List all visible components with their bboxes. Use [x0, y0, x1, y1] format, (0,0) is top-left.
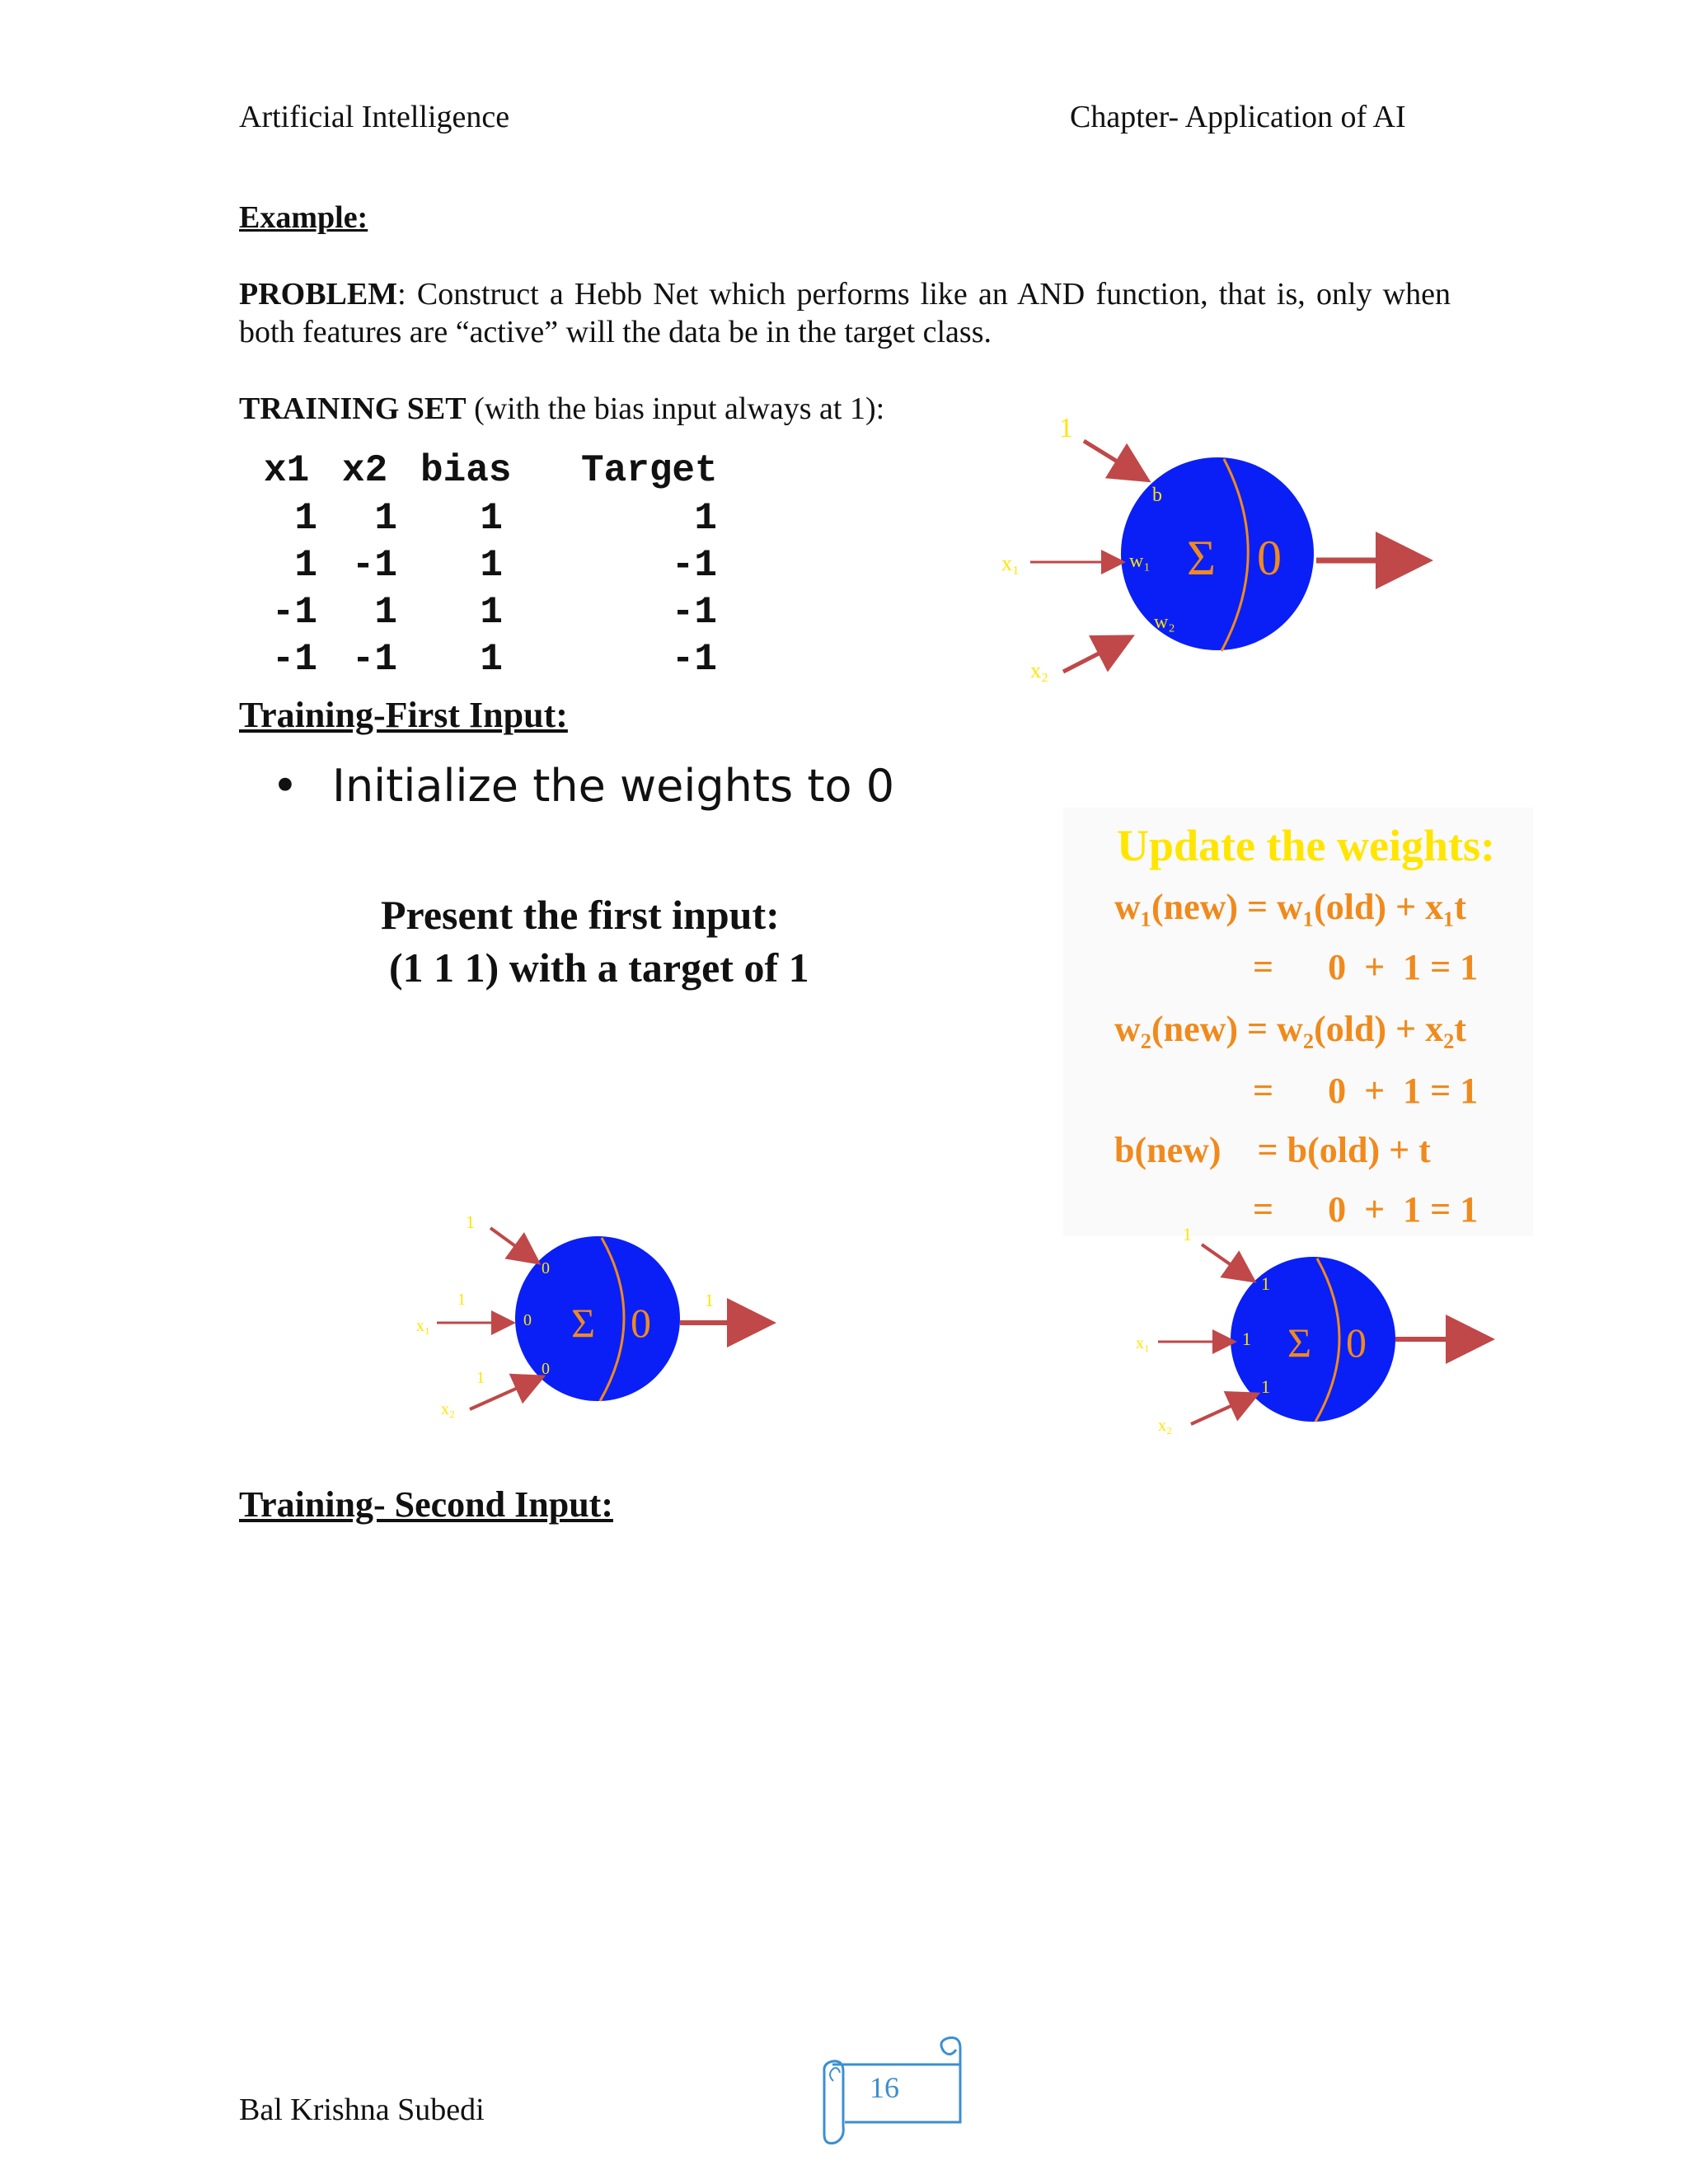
update-line-b-calc: = 0 + 1 = 1 — [1253, 1189, 1479, 1230]
bias-input-label: 1 — [1059, 413, 1073, 443]
table-cell: 1 — [480, 638, 503, 681]
example-heading: Example: — [239, 200, 368, 235]
table-cell: 1 — [374, 497, 397, 540]
x1-value: 1 — [457, 1291, 466, 1309]
neuron-body — [515, 1236, 680, 1401]
x2-arrow — [1191, 1395, 1254, 1424]
training-set-heading — [239, 391, 884, 427]
table-cell: 1 — [480, 497, 503, 540]
x2-value: 1 — [476, 1369, 485, 1387]
x2-label: x₂ — [441, 1400, 455, 1418]
table-cell: -1 — [351, 544, 397, 587]
problem-text: : Construct a Hebb Net which performs like an AND function, that is, only when both features are “active” will the data be in the target class. — [239, 277, 1451, 349]
sigma-symbol: Σ — [571, 1300, 596, 1346]
header-right: Chapter- Application of AI — [1070, 100, 1406, 134]
sigma-symbol: Σ — [1287, 1319, 1312, 1366]
page-number: 16 — [870, 2071, 899, 2104]
x2-arrow — [1063, 639, 1128, 672]
update-title: Update the weights: — [1117, 821, 1495, 870]
w1-label: w₁ — [1129, 551, 1151, 572]
training-second-heading: Training- Second Input: — [239, 1484, 613, 1525]
neuron-diagram-top — [989, 412, 1451, 709]
x2-label: x₂ — [1158, 1417, 1172, 1434]
output-value: 1 — [705, 1290, 714, 1310]
threshold-symbol: 0 — [1257, 531, 1282, 585]
table-cell: 1 — [294, 497, 317, 540]
update-line-b: b(new) = b(old) + t — [1114, 1130, 1431, 1170]
update-line-w2-calc: = 0 + 1 = 1 — [1253, 1071, 1479, 1111]
x1-label: x₁ — [1001, 551, 1020, 575]
x2-label: x₂ — [1030, 658, 1049, 682]
table-cell: -1 — [671, 544, 717, 587]
bias-arrow — [490, 1228, 536, 1261]
present-block — [381, 888, 809, 994]
neuron-body — [1231, 1257, 1395, 1422]
update-line-w1-calc: = 0 + 1 = 1 — [1253, 947, 1479, 987]
bias-input-label: 1 — [466, 1212, 475, 1232]
present-line2: (1 1 1) with a target of 1 — [389, 944, 809, 991]
w2-label: w₂ — [1154, 612, 1175, 633]
table-cell: -1 — [271, 591, 317, 634]
header-left: Artificial Intelligence — [239, 100, 510, 134]
b-label: b — [1152, 485, 1162, 506]
w2-weight: 1 — [1261, 1376, 1270, 1397]
x1-label: x₁ — [1136, 1334, 1150, 1352]
table-cell: -1 — [671, 638, 717, 681]
bullet-text: Initialize the weights to 0 — [332, 760, 895, 812]
col-bias-header: bias — [420, 449, 512, 492]
w1-weight: 1 — [1242, 1329, 1251, 1349]
problem-label: PROBLEM — [239, 277, 398, 312]
sigma-symbol: Σ — [1187, 531, 1216, 585]
bullet-initialize — [272, 760, 894, 812]
table-cell: 1 — [694, 497, 717, 540]
training-set-note: (with the bias input always at 1): — [466, 391, 885, 426]
w1-weight: 0 — [523, 1311, 532, 1329]
bias-input-label: 1 — [1183, 1224, 1192, 1244]
training-set-table — [264, 449, 758, 688]
update-line-w1: w₁(new) = w₁(old) + x₁t — [1114, 887, 1467, 927]
b-weight: 1 — [1261, 1273, 1270, 1294]
table-cell: -1 — [671, 591, 717, 634]
table-cell: 1 — [480, 544, 503, 587]
threshold-symbol: 0 — [1346, 1319, 1367, 1366]
table-cell: -1 — [271, 638, 317, 681]
table-cell: 1 — [374, 591, 397, 634]
col-target-header: Target — [581, 449, 718, 492]
table-cell: 1 — [480, 591, 503, 634]
bias-arrow — [1202, 1244, 1251, 1279]
bias-arrow — [1084, 441, 1144, 478]
neuron-diagram-initial — [412, 1203, 791, 1426]
footer-author: Bal Krishna Subedi — [239, 2093, 485, 2127]
neuron-diagram-updated — [1129, 1220, 1508, 1434]
training-first-heading: Training-First Input: — [239, 695, 568, 735]
problem-paragraph — [239, 275, 1451, 351]
update-line-w2: w₂(new) = w₂(old) + x₂t — [1114, 1009, 1467, 1049]
bullet-dot: • — [272, 760, 298, 812]
table-cell: 1 — [294, 544, 317, 587]
w2-weight: 0 — [542, 1360, 550, 1378]
col-x2-header: x2 — [342, 449, 388, 492]
training-set-label: TRAINING SET — [239, 391, 467, 426]
col-x1-header: x1 — [264, 449, 310, 492]
x1-label: x₁ — [416, 1317, 430, 1335]
b-weight: 0 — [542, 1259, 550, 1277]
present-line1: Present the first input: — [381, 892, 780, 938]
threshold-symbol: 0 — [631, 1300, 651, 1346]
table-cell: -1 — [351, 638, 397, 681]
